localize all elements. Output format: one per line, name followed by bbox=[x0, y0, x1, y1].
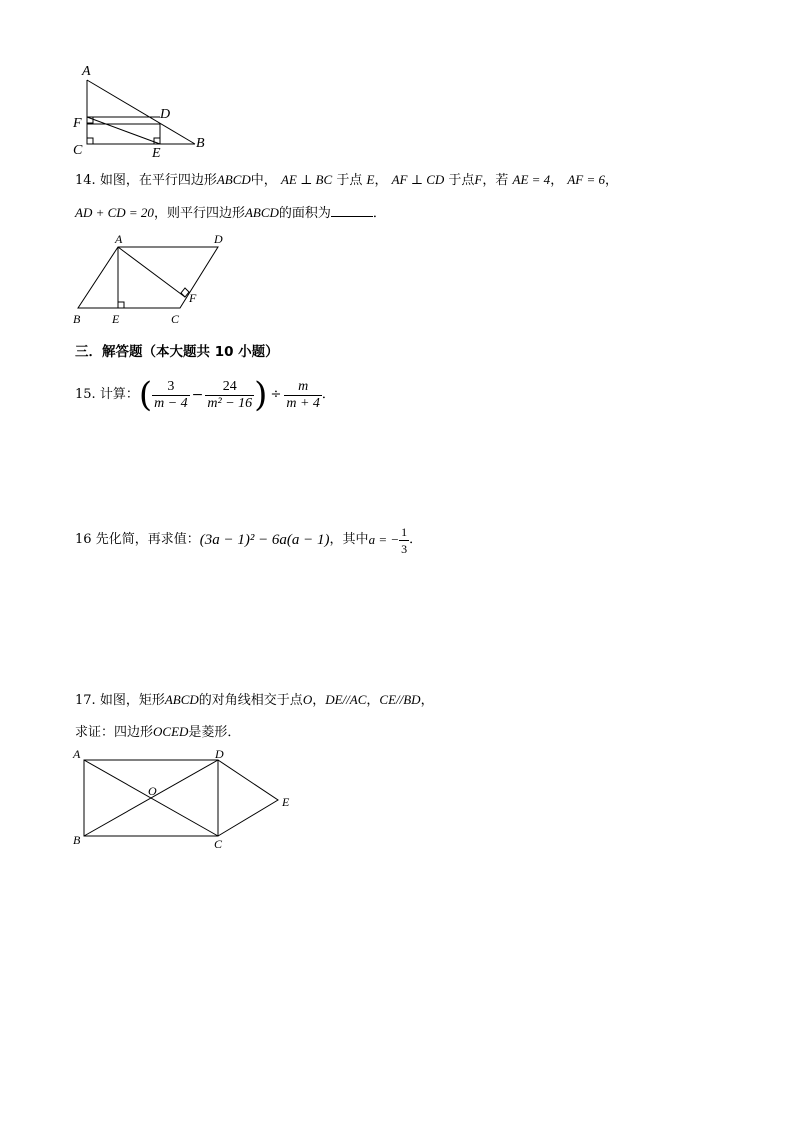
q14-line2 bbox=[75, 204, 386, 222]
q16-number: 16 bbox=[75, 532, 92, 547]
q14-text: 于点 bbox=[448, 173, 475, 188]
label-F: F bbox=[73, 116, 82, 131]
q17-de-parallel-ac: DE//AC bbox=[325, 692, 367, 707]
label-D: D bbox=[160, 107, 171, 122]
q14-ae-perp-bc: AE ⊥ BC bbox=[280, 172, 333, 187]
label-C: C bbox=[73, 143, 83, 158]
label-A: A bbox=[115, 232, 123, 246]
q17-text: 求证：四边形 bbox=[75, 725, 154, 740]
q17-text: ， bbox=[312, 693, 326, 708]
q14-answer-blank[interactable] bbox=[331, 204, 373, 217]
q17-text: ， bbox=[420, 693, 434, 708]
figure-q17-lines bbox=[68, 744, 308, 854]
label-A: A bbox=[73, 747, 81, 761]
q15-fraction-2: $\frac{24}{\text{m² − 16}}$ bbox=[207, 378, 253, 411]
label-D: D bbox=[215, 747, 224, 761]
q16-expression: (3a − 1)² − 6a(a − 1) bbox=[199, 532, 330, 548]
label-E: E bbox=[282, 795, 290, 809]
paren-open: ( bbox=[138, 375, 153, 415]
figure-q14 bbox=[68, 230, 238, 330]
q14-ae-value: AE = 4 bbox=[512, 172, 551, 187]
q14-text: ，若 bbox=[482, 173, 509, 188]
label-B: B bbox=[196, 136, 205, 151]
q14-text: 中， bbox=[250, 173, 277, 188]
q14-text: ， bbox=[374, 173, 388, 188]
q17-text: 如图，矩形 bbox=[99, 693, 165, 708]
label-F: F bbox=[189, 291, 197, 305]
q14-abcd: ABCD bbox=[244, 205, 279, 220]
q14-line1 bbox=[75, 172, 618, 189]
section-heading: 三．解答题（本大题共 10 小题） bbox=[75, 344, 279, 360]
paren-close: ) bbox=[254, 375, 268, 415]
label-E: E bbox=[112, 312, 120, 326]
q14-text: ． bbox=[372, 206, 386, 221]
label-B: B bbox=[73, 312, 81, 326]
q15-minus: − bbox=[191, 387, 204, 403]
q16-fraction: $\frac{1}{3}$ bbox=[401, 524, 408, 556]
q14-text: 的面积为 bbox=[278, 206, 331, 221]
label-B: B bbox=[73, 833, 81, 847]
q15-lead: 计算： bbox=[99, 387, 139, 402]
label-O: O bbox=[148, 784, 157, 798]
q17-text: 是菱形． bbox=[188, 725, 241, 740]
q14-text: ， bbox=[605, 173, 619, 188]
q15-fraction-3: $\frac{m}{m + 4}$ bbox=[286, 378, 320, 411]
q15-number: 15. bbox=[75, 387, 96, 402]
label-A: A bbox=[82, 64, 91, 79]
q17-line1 bbox=[75, 692, 434, 709]
q16-end: ． bbox=[409, 532, 423, 547]
q17-number: 17. bbox=[75, 693, 96, 708]
label-D: D bbox=[214, 232, 223, 246]
q14-text: ， bbox=[550, 173, 564, 188]
q14-point-f: F bbox=[474, 172, 483, 187]
q17-oced: OCED bbox=[153, 724, 189, 739]
q14-text: 于点 bbox=[336, 173, 363, 188]
q16 bbox=[75, 520, 422, 560]
q14-text: ，则平行四边形 bbox=[153, 206, 245, 221]
q14-text: 如图，在平行四边形 bbox=[99, 173, 217, 188]
q15 bbox=[75, 370, 335, 420]
q16-lead: 先化简，再求值： bbox=[95, 532, 200, 547]
q17-point-o: O bbox=[302, 692, 313, 707]
figure-q14-lines bbox=[68, 230, 238, 330]
q17-text: 的对角线相交于点 bbox=[198, 693, 303, 708]
q17-abcd: ABCD bbox=[164, 692, 199, 707]
q16-mid: ，其中 bbox=[329, 532, 369, 547]
label-C: C bbox=[171, 312, 180, 326]
q15-divide: ÷ bbox=[270, 387, 282, 402]
q16-a-equals: a = − bbox=[368, 532, 400, 547]
q14-sum: AD + CD = 20 bbox=[75, 205, 154, 220]
q17-ce-parallel-bd: CE//BD bbox=[379, 692, 421, 707]
q14-abcd: ABCD bbox=[216, 172, 251, 187]
q17-line2 bbox=[75, 724, 240, 741]
label-C: C bbox=[214, 837, 223, 851]
q14-af-value: AF = 6 bbox=[567, 172, 605, 187]
figure-q13 bbox=[70, 64, 220, 164]
q15-fraction-1: $\frac{3}{m - 4}$ bbox=[154, 378, 188, 411]
q14-point-e: E bbox=[366, 172, 375, 187]
figure-q17 bbox=[68, 744, 308, 854]
q14-number: 14. bbox=[75, 173, 96, 188]
q15-end: ． bbox=[321, 387, 335, 402]
q14-af-perp-cd: AF ⊥ CD bbox=[391, 172, 445, 187]
q17-text: ， bbox=[366, 693, 380, 708]
label-E: E bbox=[152, 146, 161, 161]
